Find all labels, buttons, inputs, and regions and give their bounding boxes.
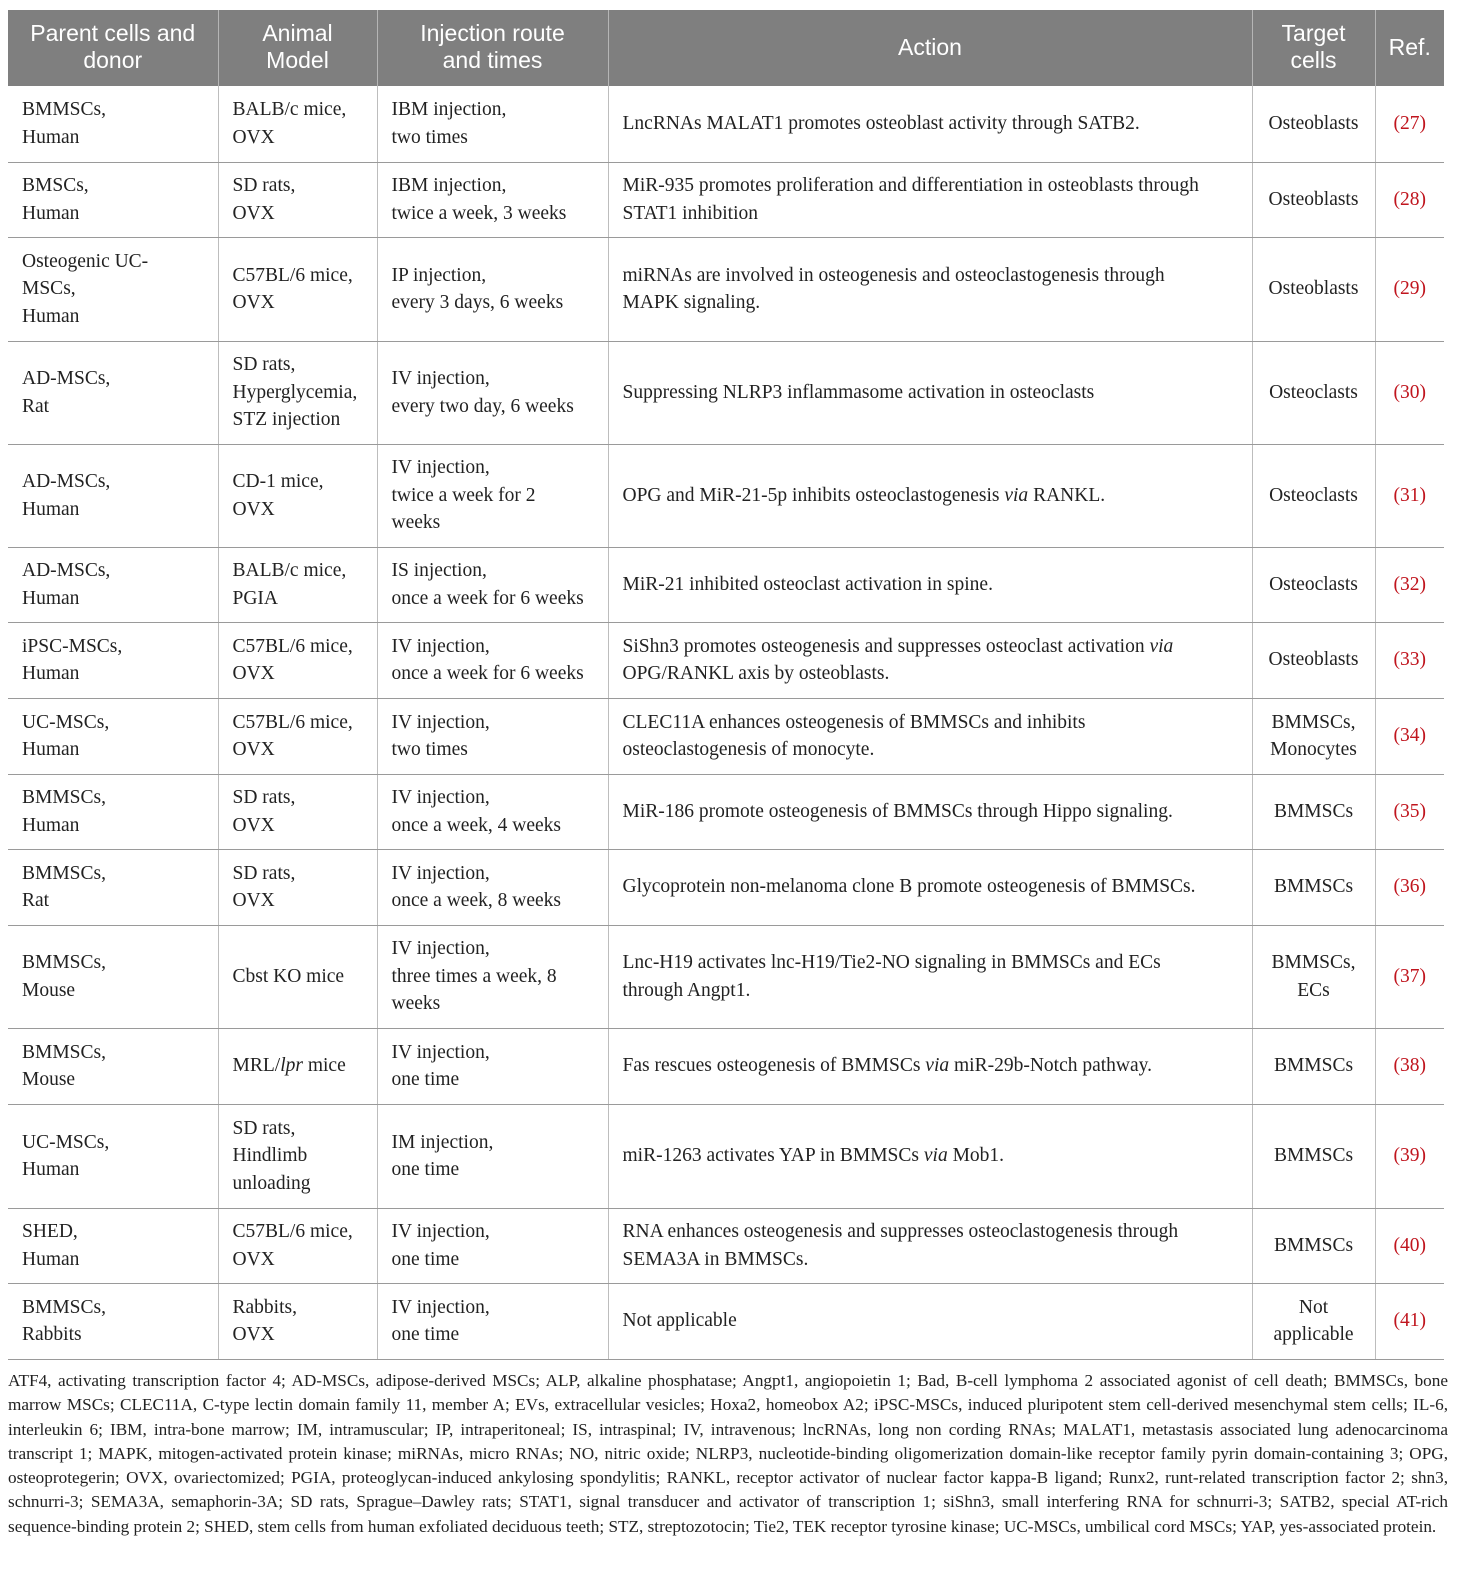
cell-line: BMMSCs, [22,952,106,973]
cell-line: Osteoblasts [1268,113,1359,134]
cell-line: unloading [232,1172,311,1194]
animal-model-cell [218,849,377,925]
animal-model-cell [218,1283,377,1359]
cell-line: OVX [232,739,275,760]
table-row [8,774,1444,849]
reference-link[interactable] [1375,547,1444,622]
cell-line: CD-1 mice, [232,471,324,492]
parent-cells-cell [8,547,218,622]
cell-line: BMMSCs, [22,99,106,121]
action-cell [608,86,1252,162]
cell-line: BMMSCs [1273,876,1354,898]
cell-line: STAT1 inhibition [622,202,758,224]
cell-line: C57BL/6 mice, [232,1221,353,1242]
cell-line: SD rats, [232,787,296,808]
cell-line: SEMA3A in BMMSCs. [622,1248,809,1270]
cell-line: Monocytes [1270,739,1357,760]
cell-line: Human [22,498,80,520]
table-row [8,237,1444,341]
reference-link[interactable] [1375,341,1444,444]
cell-line: STZ injection [232,409,341,431]
injection-route-cell [377,162,608,237]
parent-cells-cell [8,849,218,925]
cell-line: IV injection, [391,1221,490,1242]
cell-line: MiR-186 promote osteogenesis of BMMSCs through Hippo signaling. [622,800,1173,822]
animal-model-cell [218,774,377,849]
action-cell [608,1283,1252,1359]
cell-line: AD-MSCs, [22,368,111,389]
animal-model-cell [218,86,377,162]
cell-line: AD-MSCs, [22,471,111,492]
cell-line: two times [391,126,468,148]
action-cell [608,237,1252,341]
cell-line: Human [22,814,80,836]
reference-label[interactable]: (30) [1393,381,1426,403]
table-footnote: ATF4, activating transcription factor 4; AD-MSCs, adipose-derived MSCs; ALP, alkaline phosphatase; Angpt1, angiopoietin 1; Bad, B-cell lymphoma 2 associated agonist of cell death; BMMSCs, bone marrow MSCs; CLEC11A, C-type lectin domain family 11, member A; EVs, extracellular vesicles; Hoxa2, homeobox A2; iPSC-MSCs, induced pluripotent stem cell-derived mesenchymal stem cells; IL-6, interleukin 6; IBM, intra-bone marrow; IM, intramuscular; IP, intraperitoneal; IS, intraspinal; IV, intravenous; lncRNAs, long non cording RNAs; MALAT1, metastasis associated lung adenocarcinoma transcript 1; MAPK, mitogen-activated protein kinase; miRNAs, micro RNAs; NO, nitric oxide; NLRP3, nucleotide-binding oligomerization domain-like receptor family pyrin domain-containing 3; OPG, osteoprotegerin; OVX, ovariectomized; PGIA, proteoglycan-induced ankylosing spondylitis; RANKL, receptor activator of nuclear factor kappa-B ligand; Runx2, runt-related transcription factor 2; shn3, schnurri-3; SEMA3A, semaphorin-3A; SD rats, Sprague–Dawley rats; STAT1, signal transducer and activator of transcription 1; siShn3, small interfering RNA for schnurri-3; SATB2, special AT-rich sequence-binding protein 2; SHED, stem cells from human exfoliated deciduous teeth; STZ, streptozotocin; Tie2, TEK receptor tyrosine kinase; UC-MSCs, umbilical cord MSCs; YAP, yes-associated protein. [8,1371,1448,1536]
cell-line: BMMSCs, [1271,711,1356,733]
table-body [8,86,1444,1359]
cell-line: two times [391,739,468,760]
cell-line: weeks [391,512,441,534]
data-table [8,10,1444,1360]
reference-label[interactable]: (36) [1393,876,1426,898]
parent-cells-cell [8,444,218,547]
cell-line: C57BL/6 mice, [232,264,353,286]
target-cells-cell [1252,237,1375,341]
cell-line: Human [22,587,80,609]
animal-model-cell [218,1028,377,1104]
target-cells-cell [1252,774,1375,849]
reference-label[interactable]: (37) [1393,965,1426,987]
cell-line: OVX [232,663,275,684]
action-cell [608,1208,1252,1283]
injection-route-cell [377,1208,608,1283]
target-cells-cell [1252,698,1375,774]
cell-line: Glycoprotein non-melanoma clone B promote osteogenesis of BMMSCs. [622,876,1196,898]
action-cell [608,1104,1252,1208]
header-animal-model: Animal Model [218,10,377,86]
cell-line: IP injection, [391,264,487,286]
cell-line: Human [22,126,80,148]
cell-line: BMSCs, [22,175,89,196]
reference-link[interactable] [1375,1028,1444,1104]
reference-label[interactable]: (34) [1393,725,1426,747]
parent-cells-cell [8,774,218,849]
cell-line: MAPK signaling. [622,292,761,313]
cell-line: BMMSCs, [22,1296,106,1318]
action-cell [608,849,1252,925]
parent-cells-cell [8,1283,218,1359]
cell-line: Osteoclasts [1269,381,1358,403]
cell-line: Human [22,1159,80,1180]
cell-line: MiR-935 promotes proliferation and differentiation in osteoblasts through [622,175,1199,196]
cell-line: Rat [22,395,50,417]
header-parent-cells: Parent cells and donor [8,10,218,86]
cell-line: SD rats, [232,175,296,196]
cell-line: miR-1263 activates YAP in BMMSCs via Mob1. [622,1145,1005,1167]
header-target-cells: Target cells [1252,10,1375,86]
cell-line: Fas rescues osteogenesis of BMMSCs via miR-29b-Notch pathway. [622,1055,1153,1077]
cell-line: every two day, 6 weeks [391,395,574,417]
reference-label[interactable]: (31) [1393,484,1426,506]
cell-line: Not applicable [622,1310,737,1332]
cell-line: IV injection, [391,787,490,808]
cell-line: Cbst KO mice [232,965,345,987]
animal-model-cell [218,237,377,341]
table-row [8,849,1444,925]
cell-line: SD rats, [232,862,296,884]
reference-label[interactable]: (38) [1393,1055,1426,1077]
action-cell [608,622,1252,698]
injection-route-cell [377,1028,608,1104]
injection-route-cell [377,925,608,1028]
cell-line: UC-MSCs, [22,1131,110,1153]
header-action: Action [608,10,1252,86]
cell-line: IBM injection, [391,99,507,121]
cell-line: RNA enhances osteogenesis and suppresses osteoclastogenesis through [622,1221,1179,1242]
cell-line: IM injection, [391,1131,494,1153]
animal-model-cell [218,698,377,774]
reference-link[interactable] [1375,162,1444,237]
cell-line: OPG and MiR-21-5p inhibits osteoclastogenesis via RANKL. [622,484,1106,506]
action-cell [608,341,1252,444]
cell-line: IBM injection, [391,175,507,196]
reference-label[interactable]: (40) [1393,1234,1426,1256]
cell-line: BALB/c mice, [232,560,347,581]
target-cells-cell [1252,444,1375,547]
cell-line: Rat [22,890,50,911]
cell-line: BALB/c mice, [232,99,347,121]
cell-line: BMMSCs [1273,1055,1354,1077]
table-row [8,1028,1444,1104]
reference-link[interactable] [1375,622,1444,698]
header-row [8,10,1444,86]
reference-link[interactable] [1375,237,1444,341]
reference-link[interactable] [1375,444,1444,547]
parent-cells-cell [8,1104,218,1208]
action-cell [608,698,1252,774]
cell-line: twice a week, 3 weeks [391,202,567,224]
target-cells-cell [1252,1104,1375,1208]
cell-line: MRL/lpr mice [232,1055,346,1077]
cell-line: Human [22,305,80,327]
reference-label[interactable]: (41) [1393,1310,1426,1332]
cell-line: IV injection, [391,862,490,884]
cell-line: C57BL/6 mice, [232,635,353,657]
cell-line: weeks [391,993,441,1015]
cell-line: AD-MSCs, [22,560,111,581]
cell-line: BMMSCs, [22,1041,106,1063]
cell-line: Lnc-H19 activates lnc-H19/Tie2-NO signaling in BMMSCs and ECs [622,952,1161,973]
cell-line: SD rats, [232,1117,296,1139]
cell-line: IV injection, [391,938,490,960]
cell-line: one time [391,1159,460,1180]
parent-cells-cell [8,1028,218,1104]
cell-line: IV injection, [391,1296,490,1318]
parent-cells-cell [8,698,218,774]
animal-model-cell [218,547,377,622]
cell-line: Rabbits [22,1324,82,1345]
cell-line: Not [1298,1296,1329,1318]
cell-line: miRNAs are involved in osteogenesis and osteoclastogenesis through [622,264,1165,286]
cell-line: OVX [232,126,275,148]
cell-line: PGIA [232,587,279,609]
cell-line: OVX [232,890,275,911]
cell-line: iPSC-MSCs, [22,635,123,657]
cell-line: once a week, 4 weeks [391,814,561,836]
target-cells-cell [1252,849,1375,925]
cell-line: through Angpt1. [622,979,751,1001]
cell-line: Hindlimb [232,1145,308,1167]
cell-line: ECs [1297,979,1330,1001]
header-ref: Ref. [1375,10,1444,86]
parent-cells-cell [8,925,218,1028]
header-injection-route: Injection route and times [377,10,608,86]
reference-link[interactable] [1375,774,1444,849]
cell-line: SD rats, [232,354,296,376]
target-cells-cell [1252,86,1375,162]
cell-line: OVX [232,1248,275,1270]
cell-line: BMMSCs, [22,787,106,808]
injection-route-cell [377,444,608,547]
cell-line: IV injection, [391,457,490,479]
table-row [8,86,1444,162]
cell-line: once a week for 6 weeks [391,663,584,684]
table-row [8,622,1444,698]
reference-label[interactable]: (28) [1393,188,1426,210]
action-cell [608,1028,1252,1104]
cell-line: MSCs, [22,278,76,300]
table-row [8,444,1444,547]
cell-line: CLEC11A enhances osteogenesis of BMMSCs and inhibits [622,711,1086,733]
cell-line: OVX [232,292,275,313]
injection-route-cell [377,1104,608,1208]
cell-line: IV injection, [391,368,490,389]
reference-link[interactable] [1375,1104,1444,1208]
table-row [8,698,1444,774]
injection-route-cell [377,1283,608,1359]
action-cell [608,774,1252,849]
cell-line: BMMSCs, [1271,952,1356,973]
reference-label[interactable]: (32) [1393,573,1426,595]
reference-link[interactable] [1375,849,1444,925]
cell-line: OPG/RANKL axis by osteoblasts. [622,663,890,684]
injection-route-cell [377,698,608,774]
cell-line: Human [22,663,80,684]
animal-model-cell [218,1208,377,1283]
cell-line: BMMSCs, [22,862,106,884]
cell-line: BMMSCs [1273,1145,1354,1167]
cell-line: applicable [1273,1324,1354,1345]
table-row [8,925,1444,1028]
animal-model-cell [218,162,377,237]
target-cells-cell [1252,162,1375,237]
animal-model-cell [218,925,377,1028]
cell-line: Mouse [22,979,76,1001]
parent-cells-cell [8,1208,218,1283]
animal-model-cell [218,1104,377,1208]
cell-line: once a week for 6 weeks [391,587,584,609]
cell-line: three times a week, 8 [391,965,557,987]
injection-route-cell [377,622,608,698]
cell-line: C57BL/6 mice, [232,711,353,733]
reference-link[interactable] [1375,86,1444,162]
table-row [8,1104,1444,1208]
action-cell [608,547,1252,622]
cell-line: UC-MSCs, [22,711,110,733]
cell-line: Human [22,1248,80,1270]
reference-link[interactable] [1375,925,1444,1028]
table-row [8,547,1444,622]
cell-line: Osteogenic UC- [22,250,149,272]
target-cells-cell [1252,1208,1375,1283]
cell-line: IV injection, [391,635,490,657]
target-cells-cell [1252,622,1375,698]
cell-line: IS injection, [391,560,487,581]
cell-line: BMMSCs [1273,800,1354,822]
target-cells-cell [1252,1283,1375,1359]
cell-line: osteoclastogenesis of monocyte. [622,739,875,760]
cell-line: Osteoclasts [1269,573,1358,595]
cell-line: Osteoblasts [1268,188,1359,210]
reference-link[interactable] [1375,1283,1444,1359]
injection-route-cell [377,849,608,925]
cell-line: BMMSCs [1273,1234,1354,1256]
cell-line: Osteoblasts [1268,649,1359,671]
reference-label[interactable]: (35) [1393,800,1426,822]
parent-cells-cell [8,86,218,162]
target-cells-cell [1252,341,1375,444]
cell-line: Human [22,739,80,760]
cell-line: OVX [232,498,275,520]
cell-line: Rabbits, [232,1296,297,1318]
animal-model-cell [218,622,377,698]
reference-label[interactable]: (29) [1393,278,1426,300]
cell-line: Osteoblasts [1268,278,1359,300]
injection-route-cell [377,237,608,341]
cell-line: Human [22,202,80,224]
target-cells-cell [1252,547,1375,622]
cell-line: once a week, 8 weeks [391,890,561,911]
injection-route-cell [377,774,608,849]
cell-line: MiR-21 inhibited osteoclast activation in spine. [622,573,993,595]
cell-line: SiShn3 promotes osteogenesis and suppresses osteoclast activation via [622,635,1174,657]
cell-line: OVX [232,814,275,836]
table-row [8,162,1444,237]
reference-label[interactable]: (33) [1393,649,1426,671]
cell-line: Osteoclasts [1269,484,1358,506]
cell-line: OVX [232,202,275,224]
reference-label[interactable]: (39) [1393,1145,1426,1167]
table-row [8,1208,1444,1283]
animal-model-cell [218,341,377,444]
action-cell [608,925,1252,1028]
cell-line: Mouse [22,1069,76,1090]
cell-line: OVX [232,1324,275,1345]
reference-label[interactable]: (27) [1393,113,1426,134]
injection-route-cell [377,547,608,622]
target-cells-cell [1252,925,1375,1028]
action-cell [608,162,1252,237]
cell-line: one time [391,1324,460,1345]
reference-link[interactable] [1375,1208,1444,1283]
action-cell [608,444,1252,547]
target-cells-cell [1252,1028,1375,1104]
cell-line: IV injection, [391,1041,490,1063]
cell-line: SHED, [22,1221,78,1242]
animal-model-cell [218,444,377,547]
injection-route-cell [377,86,608,162]
parent-cells-cell [8,162,218,237]
parent-cells-cell [8,237,218,341]
injection-route-cell [377,341,608,444]
cell-line: IV injection, [391,711,490,733]
table-row [8,1283,1444,1359]
reference-link[interactable] [1375,698,1444,774]
cell-line: Suppressing NLRP3 inflammasome activation in osteoclasts [622,381,1095,403]
cell-line: twice a week for 2 [391,484,536,506]
table-row [8,341,1444,444]
parent-cells-cell [8,622,218,698]
parent-cells-cell [8,341,218,444]
cell-line: Hyperglycemia, [232,381,358,403]
cell-line: LncRNAs MALAT1 promotes osteoblast activity through SATB2. [622,113,1140,134]
cell-line: one time [391,1248,460,1270]
table-container [8,10,1444,1360]
cell-line: every 3 days, 6 weeks [391,292,564,313]
cell-line: one time [391,1069,460,1090]
